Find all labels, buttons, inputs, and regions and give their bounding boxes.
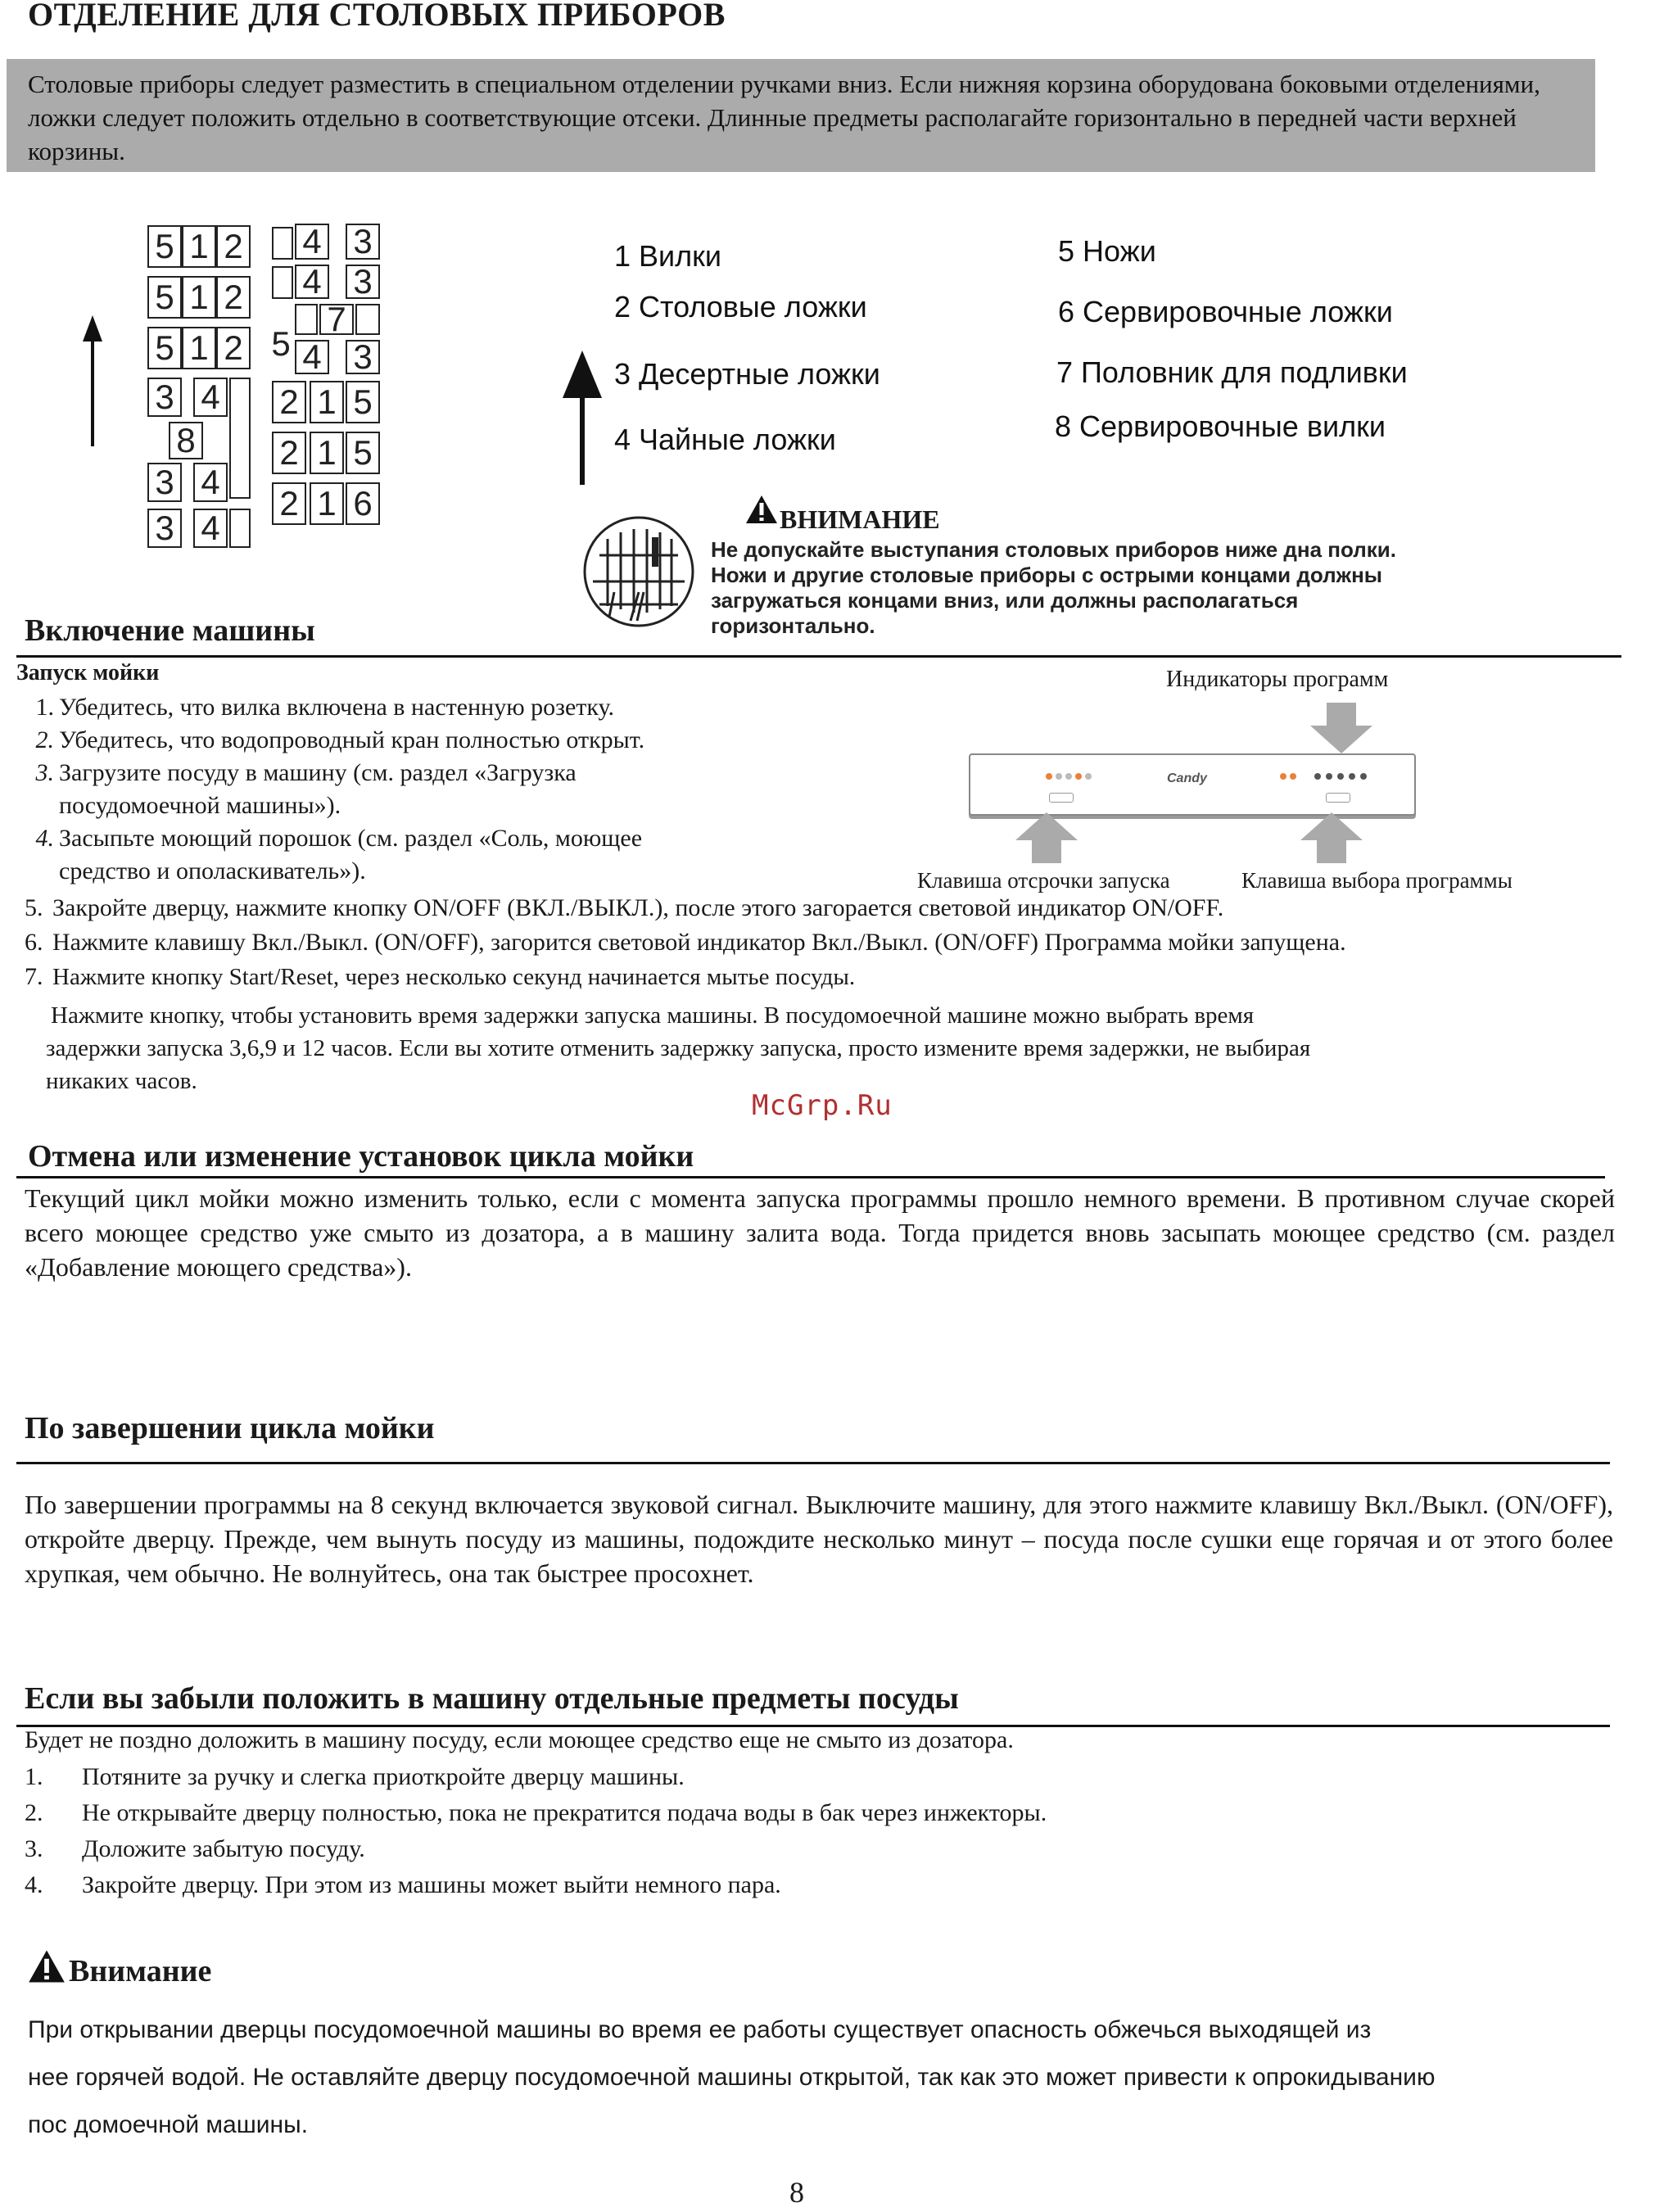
grid-cell: 2 <box>216 276 251 319</box>
watermark: McGrp.Ru <box>752 1089 893 1122</box>
attention-line: пос домоечной машины. <box>28 2111 309 2138</box>
panel-label-delay: Клавиша отсрочки запуска <box>917 868 1170 893</box>
legend-item: 6 Сервировочные ложки <box>1058 295 1393 328</box>
step: посудомоечной машины»). <box>59 792 341 819</box>
grid-cell: 4 <box>193 463 228 502</box>
section-title-end: По завершении цикла мойки <box>25 1411 435 1445</box>
grid-cell-small <box>295 304 318 335</box>
indicator-led <box>1290 773 1296 780</box>
indicator-led <box>1337 773 1344 780</box>
indicator-led <box>1046 773 1052 780</box>
grid-cell: 2 <box>272 432 306 474</box>
legend-item: 2 Столовые ложки <box>614 290 867 323</box>
delay-line: задержки запуска 3,6,9 и 12 часов. Если вы хотите отменить задержку запуска, просто измените время задержки, не выбирая <box>46 1035 1311 1061</box>
attention-line: нее горячей водой. Не оставляйте дверцу посудомоечной машины открытой, так как это может привести к опрокидыванию <box>28 2064 1436 2091</box>
indicator-led <box>1085 773 1092 780</box>
warning-triangle-icon <box>28 1949 66 1984</box>
grid-cell: 3 <box>147 509 182 548</box>
indicator-led <box>1056 773 1062 780</box>
grid-cell: 3 <box>346 224 380 260</box>
section-title-start: Включение машины <box>25 613 315 648</box>
warning-text <box>711 537 1530 639</box>
grid-cell-small <box>272 266 293 299</box>
legend-item: 7 Половник для подливки <box>1056 355 1408 389</box>
indicator-led <box>1314 773 1321 780</box>
indicator-led <box>1075 773 1082 780</box>
warning-title: ВНИМАНИЕ <box>780 504 940 534</box>
grid-cell: 5 <box>346 432 380 474</box>
start-steps <box>25 691 925 888</box>
grid-cell: 5 <box>346 381 380 423</box>
grid-cell: 2 <box>272 482 306 525</box>
legend-item: 5 Ножи <box>1058 234 1156 268</box>
section-title-cutlery: ОТДЕЛЕНИЕ ДЛЯ СТОЛОВЫХ ПРИБОРОВ <box>28 0 726 33</box>
subtitle-start: Запуск мойки <box>16 660 160 685</box>
end-text: По завершении программы на 8 секунд включается звуковой сигнал. Выключите машину, для этого нажмите клавишу Вкл./Выкл. (ON/OFF), откройте дверцу. Прежде, чем вынуть посуду из машины, подождите несколько минут – посуда после сушки еще горячая и от этого более хрупкая, чем обычно. Не волнуйтесь, она так быстрее просохнет. <box>25 1490 1613 1588</box>
forgot-steps <box>25 1759 1047 1903</box>
warning-triangle-icon <box>745 495 778 524</box>
grid-cell: 7 <box>319 304 354 335</box>
indicator-led <box>1065 773 1072 780</box>
warning-line: загружаться концами вниз, или должны располагаться <box>711 588 1299 613</box>
up-arrow-icon <box>559 351 605 485</box>
step: 7. Нажмите кнопку Start/Reset, через несколько секунд начинается мытье посуды. <box>25 963 856 990</box>
warning-line: Ножи и другие столовые приборы с острыми концами должны <box>711 563 1382 587</box>
start-steps-wide <box>25 891 1621 994</box>
grid-cell: 4 <box>295 265 329 299</box>
up-arrow-icon <box>1014 812 1079 863</box>
step: 3. Доложите забытую посуду. <box>25 1835 365 1862</box>
step: средство и ополаскиватель»). <box>59 857 366 884</box>
panel-label-program: Клавиша выбора программы <box>1241 868 1513 893</box>
step: 1. Убедитесь, что вилка включена в настенную розетку. <box>35 694 615 721</box>
grid-cell: 3 <box>346 265 380 299</box>
grid-cell: 4 <box>193 378 228 417</box>
page-number: 8 <box>789 2176 804 2209</box>
divider <box>16 655 1621 658</box>
step: 2. Не открывайте дверцу полностью, пока не прекратится подача воды в бак через инжекторы. <box>25 1799 1047 1826</box>
grid-cell: 1 <box>310 482 344 525</box>
delay-line: никаких часов. <box>46 1068 197 1094</box>
grid-cell: 1 <box>182 276 216 319</box>
step: 1. Потяните за ручку и слегка приоткройте дверцу машины. <box>25 1763 685 1790</box>
delay-text <box>46 999 1618 1097</box>
grid-cell: 1 <box>310 381 344 423</box>
step: 6. Нажмите клавишу Вкл./Выкл. (ON/OFF), загорится световой индикатор Вкл./Выкл. (ON/OFF) Программа мойки запущена. <box>25 929 1346 956</box>
grid-cell: 4 <box>295 340 329 374</box>
step: 2. Убедитесь, что водопроводный кран полностью открыт. <box>35 726 645 753</box>
grid-cell: 5 <box>271 324 291 363</box>
divider <box>16 1462 1610 1464</box>
grid-cell: 2 <box>272 381 306 423</box>
legend-item: 1 Вилки <box>614 239 722 273</box>
delay-line: Нажмите кнопку, чтобы установить время задержки запуска машины. В посудомоечной машине можно выбрать время <box>51 1002 1255 1029</box>
attention-text <box>28 2006 1649 2149</box>
step: 5. Закройте дверцу, нажмите кнопку ON/OFF (ВКЛ./ВЫКЛ.), после этого загорается световой индикатор ON/OFF. <box>25 894 1224 921</box>
warning-line: горизонтально. <box>711 613 875 638</box>
up-arrow-icon <box>78 315 111 446</box>
section-title-cancel: Отмена или изменение установок цикла мойки <box>28 1139 694 1174</box>
indicator-led <box>1349 773 1355 780</box>
panel-label-indicators: Индикаторы программ <box>1166 667 1389 692</box>
down-arrow-icon <box>1309 703 1374 753</box>
step: 4. Закройте дверцу. При этом из машины может выйти немного пара. <box>25 1871 781 1898</box>
attention-line: При открывании дверцы посудомоечной машины во время ее работы существует опасность обжечься выходящей из <box>28 2016 1372 2043</box>
grid-cell: 1 <box>182 225 216 268</box>
divider <box>16 1176 1605 1178</box>
indicator-led <box>1280 773 1286 780</box>
grid-cell: 3 <box>346 340 380 374</box>
up-arrow-icon <box>1299 812 1364 863</box>
intro-text: Столовые приборы следует разместить в специальном отделении ручками вниз. Если нижняя корзина оборудована боковыми отделениями, ложки следует положить отдельно в соответствующие отсеки. Длинные предметы располагайте горизонтально в передней части верхней корзины. <box>28 70 1540 165</box>
warning-line: Не допускайте выступания столовых приборов ниже дна полки. <box>711 537 1396 562</box>
grid-cell: 3 <box>147 463 182 502</box>
delay-button[interactable] <box>1049 793 1074 803</box>
grid-cell: 8 <box>169 422 203 459</box>
control-panel <box>969 753 1416 816</box>
grid-cell: 5 <box>147 327 182 369</box>
legend-item: 8 Сервировочные вилки <box>1055 409 1386 443</box>
grid-cell: 2 <box>216 327 251 369</box>
grid-cell: 1 <box>310 432 344 474</box>
grid-cell: 5 <box>147 276 182 319</box>
section-title-forgot: Если вы забыли положить в машину отдельные предметы посуды <box>25 1681 959 1716</box>
legend-item: 4 Чайные ложки <box>614 423 836 456</box>
legend-item: 3 Десертные ложки <box>614 357 880 391</box>
indicator-led <box>1326 773 1332 780</box>
grid-cell: 2 <box>216 225 251 268</box>
grid-cell: 4 <box>295 224 329 260</box>
program-button[interactable] <box>1326 793 1350 803</box>
attention-title: Внимание <box>69 1954 212 1988</box>
grid-cell-tall <box>229 509 251 548</box>
grid-cell: 1 <box>182 327 216 369</box>
cutlery-diagram <box>82 217 409 545</box>
grid-cell: 5 <box>147 225 182 268</box>
cutlery-basket-icon <box>581 514 696 629</box>
grid-cell-small <box>355 304 380 335</box>
cancel-text: Текущий цикл мойки можно изменить только, если с момента запуска программы прошло немного времени. В противном случае скорей всего моющее средство уже смыто из дозатора, а в машину залита вода. Тогда придется вновь засыпать моющее средство (см. раздел «Добавление моющего средства»). <box>25 1183 1615 1282</box>
panel-brand: Candy <box>1167 771 1207 785</box>
grid-cell: 4 <box>193 509 228 548</box>
grid-cell-tall <box>229 378 251 499</box>
indicator-led <box>1360 773 1367 780</box>
grid-cell: 3 <box>147 378 182 417</box>
step: 3. Загрузите посуду в машину (см. раздел «Загрузка <box>35 759 577 786</box>
grid-cell: 6 <box>346 482 380 525</box>
forgot-intro: Будет не поздно доложить в машину посуду, если моющее средство еще не смыто из дозатора. <box>25 1726 1014 1753</box>
step: 4. Засыпьте моющий порошок (см. раздел «Соль, моющее <box>35 825 643 852</box>
grid-cell-small <box>272 227 293 260</box>
